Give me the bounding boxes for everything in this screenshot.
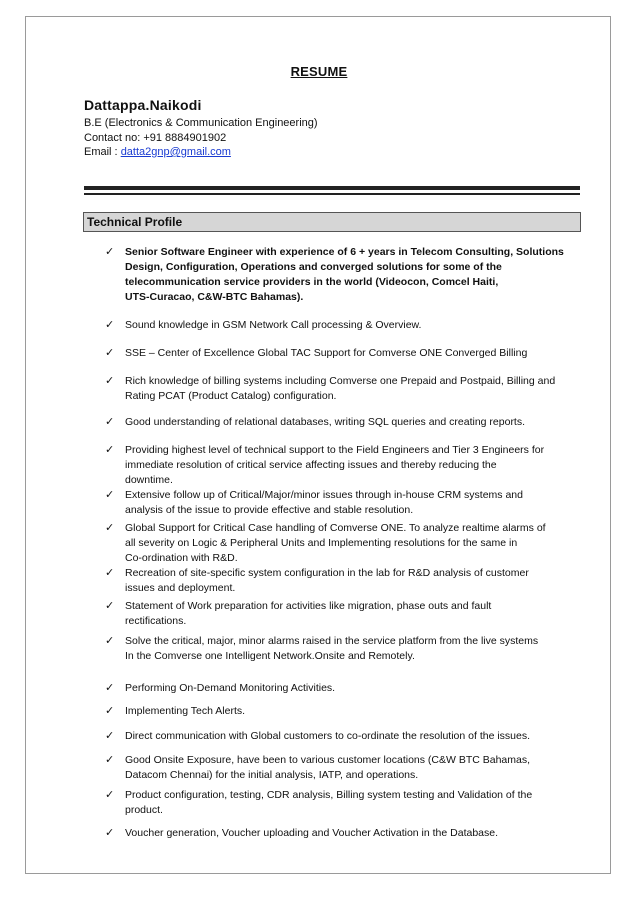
item-line: Co-ordination with R&D. (125, 552, 238, 564)
item-line: SSE – Center of Excellence Global TAC Support for Comverse ONE Converged Billing (125, 347, 528, 359)
item-line: Rich knowledge of billing systems including Comverse one Prepaid and Postpaid, Billing and (125, 375, 556, 387)
check-icon: ✓ (105, 600, 115, 612)
item-line: telecommunication service providers in the world (Videocon, Comcel Haiti, (125, 276, 499, 288)
item-line: Senior Software Engineer with experience of 6 + years in Telecom Consulting, Solutions (125, 246, 564, 258)
check-icon: ✓ (105, 347, 115, 359)
email-line (84, 146, 231, 158)
item-line: In the Comverse one Intelligent Network.Onsite and Remotely. (125, 650, 415, 662)
page-title: RESUME (290, 64, 348, 79)
item-line: Voucher generation, Voucher uploading and Voucher Activation in the Database. (125, 827, 499, 839)
contact-line: Contact no: +91 8884901902 (84, 132, 227, 144)
email-label: Email : (84, 146, 121, 158)
degree-line: B.E (Electronics & Communication Engineering) (84, 117, 318, 129)
check-icon: ✓ (105, 730, 115, 742)
divider-thick (84, 186, 580, 190)
item-line: Extensive follow up of Critical/Major/minor issues through in-house CRM systems and (125, 489, 523, 501)
item-line: Solve the critical, major, minor alarms raised in the service platform from the live systems (125, 635, 539, 647)
check-icon: ✓ (105, 319, 115, 331)
section-title: Technical Profile (87, 215, 183, 229)
check-icon: ✓ (105, 246, 115, 258)
item-line: product. (125, 804, 163, 816)
item-line: Direct communication with Global customers to co-ordinate the resolution of the issues. (125, 730, 531, 742)
item-line: Datacom Chennai) for the initial analysis, IATP, and operations. (125, 769, 419, 781)
item-line: UTS-Curacao, C&W-BTC Bahamas). (125, 291, 304, 303)
item-line: analysis of the issue to provide effective and stable resolution. (125, 504, 414, 516)
item-line: rectifications. (125, 615, 187, 627)
item-line: Sound knowledge in GSM Network Call processing & Overview. (125, 319, 422, 331)
item-line: immediate resolution of critical service affecting issues and thereby reducing the (125, 459, 497, 471)
email-link[interactable]: datta2gnp@gmail.com (120, 146, 231, 158)
check-icon: ✓ (105, 444, 115, 456)
item-line: Product configuration, testing, CDR analysis, Billing system testing and Validation of the (125, 789, 533, 801)
item-line: downtime. (125, 474, 173, 486)
check-icon: ✓ (105, 789, 115, 801)
item-line: issues and deployment. (125, 582, 236, 594)
item-line: Design, Configuration, Operations and converged solutions for some of the (125, 261, 502, 273)
item-line: Rating PCAT (Product Catalog) configuration. (125, 390, 337, 402)
item-line: Statement of Work preparation for activities like migration, phase outs and fault (125, 600, 492, 612)
check-icon: ✓ (105, 522, 115, 534)
check-icon: ✓ (105, 635, 115, 647)
check-icon: ✓ (105, 827, 115, 839)
item-line: Providing highest level of technical support to the Field Engineers and Tier 3 Engineers for (125, 444, 545, 456)
check-icon: ✓ (105, 567, 115, 579)
check-icon: ✓ (105, 754, 115, 766)
divider-thin (84, 193, 580, 195)
check-icon: ✓ (105, 682, 115, 694)
section-header (83, 212, 581, 232)
candidate-name: Dattappa.Naikodi (84, 97, 202, 113)
item-line: Good understanding of relational databases, writing SQL queries and creating reports. (125, 416, 526, 428)
item-line: Recreation of site-specific system configuration in the lab for R&D analysis of customer (125, 567, 529, 579)
item-line: Good Onsite Exposure, have been to various customer locations (C&W BTC Bahamas, (125, 754, 531, 766)
item-line: all severity on Logic & Peripheral Units and Implementing resolutions for the same in (125, 537, 518, 549)
check-icon: ✓ (105, 416, 115, 428)
check-icon: ✓ (105, 489, 115, 501)
check-icon: ✓ (105, 375, 115, 387)
item-line: Implementing Tech Alerts. (125, 705, 246, 717)
item-line: Performing On-Demand Monitoring Activities. (125, 682, 336, 694)
check-icon: ✓ (105, 705, 115, 717)
item-line: Global Support for Critical Case handling of Comverse ONE. To analyze realtime alarms of (125, 522, 546, 534)
